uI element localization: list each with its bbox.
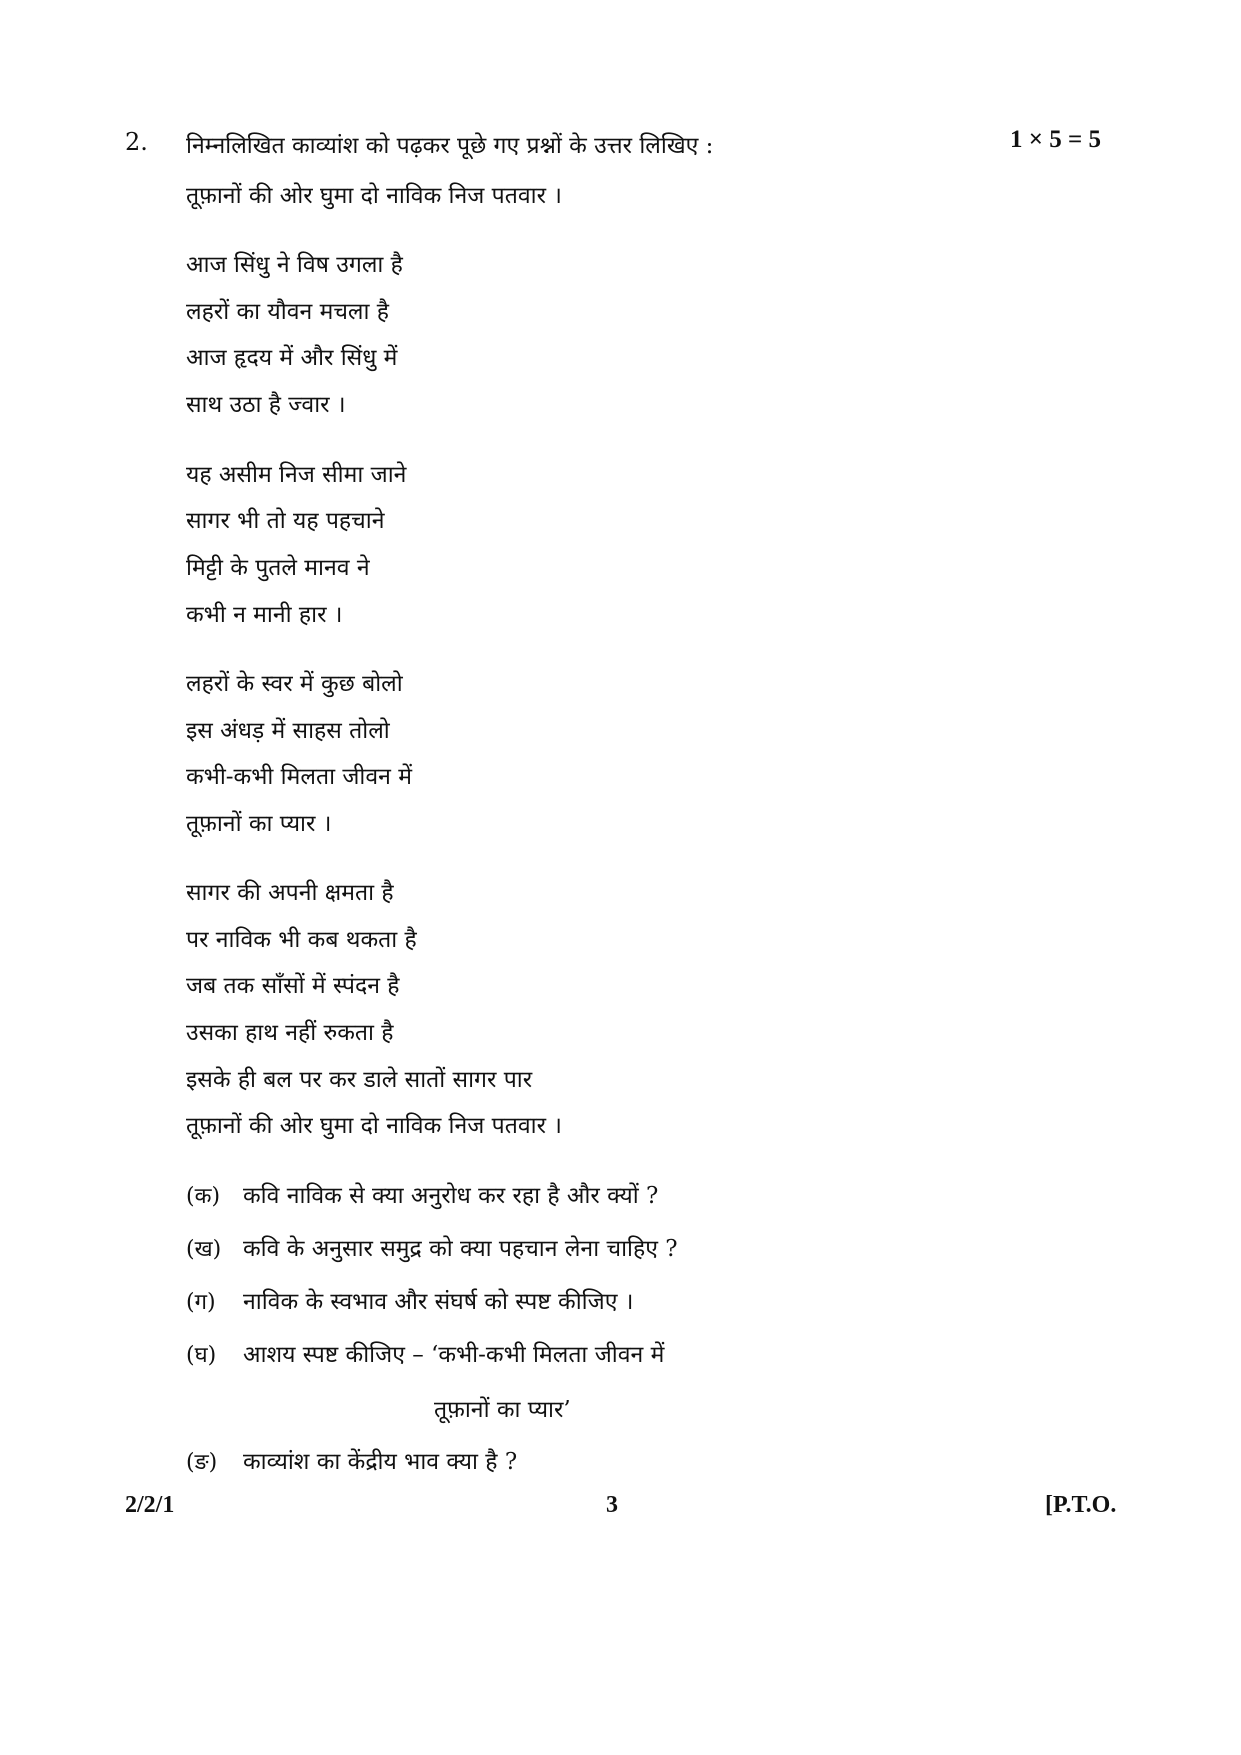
- poem-line: मिट्टी के पुतले मानव ने: [186, 555, 370, 581]
- subquestion-label: (ग): [186, 1290, 216, 1315]
- paper-code: 2/2/1: [125, 1492, 175, 1518]
- poem-line: साथ उठा है ज्वार ।: [186, 392, 346, 418]
- poem-line: इसके ही बल पर कर डाले सातों सागर पार: [186, 1067, 533, 1093]
- poem-line: कभी-कभी मिलता जीवन में: [186, 764, 412, 790]
- poem-line: पर नाविक भी कब थकता है: [186, 927, 417, 953]
- question-number: 2.: [125, 128, 148, 156]
- poem-line: यह असीम निज सीमा जाने: [186, 462, 407, 488]
- pto-label: [P.T.O.: [1045, 1492, 1117, 1518]
- subquestion-label: (ख): [186, 1237, 222, 1262]
- poem-line: सागर भी तो यह पहचाने: [186, 508, 385, 534]
- poem-line: लहरों का यौवन मचला है: [186, 299, 390, 325]
- subquestion-text: कवि नाविक से क्या अनुरोध कर रहा है और क्यों ?: [243, 1183, 659, 1209]
- question-instruction: निम्नलिखित काव्यांश को पढ़कर पूछे गए प्रश्नों के उत्तर लिखिए :: [186, 133, 714, 159]
- subquestion-text: कवि के अनुसार समुद्र को क्या पहचान लेना चाहिए ?: [243, 1236, 678, 1262]
- subquestion-text: नाविक के स्वभाव और संघर्ष को स्पष्ट कीजिए ।: [243, 1289, 634, 1315]
- subquestion-label: (घ): [186, 1343, 217, 1368]
- poem-line: तूफ़ानों की ओर घुमा दो नाविक निज पतवार ।: [186, 1113, 563, 1139]
- poem-line: सागर की अपनी क्षमता है: [186, 880, 394, 906]
- subquestion-text: काव्यांश का केंद्रीय भाव क्या है ?: [243, 1449, 518, 1475]
- subquestion-continuation: तूफ़ानों का प्यार’: [434, 1397, 571, 1423]
- subquestion-text: आशय स्पष्ट कीजिए – ‘कभी-कभी मिलता जीवन में: [243, 1342, 665, 1368]
- poem-line: जब तक साँसों में स्पंदन है: [186, 973, 400, 999]
- page-number: 3: [606, 1492, 618, 1518]
- subquestion-label: (क): [186, 1184, 221, 1209]
- subquestion-label: (ङ): [186, 1450, 218, 1475]
- poem-line: कभी न मानी हार ।: [186, 602, 343, 628]
- question-marks: 1 × 5 = 5: [1010, 126, 1101, 153]
- poem-line: लहरों के स्वर में कुछ बोलो: [186, 671, 403, 697]
- poem-line: तूफ़ानों की ओर घुमा दो नाविक निज पतवार ।: [186, 183, 563, 209]
- poem-line: इस अंधड़ में साहस तोलो: [186, 718, 390, 744]
- poem-line: उसका हाथ नहीं रुकता है: [186, 1020, 394, 1046]
- poem-line: आज सिंधु ने विष उगला है: [186, 252, 403, 278]
- poem-line: आज हृदय में और सिंधु में: [186, 345, 398, 371]
- poem-line: तूफ़ानों का प्यार ।: [186, 811, 332, 837]
